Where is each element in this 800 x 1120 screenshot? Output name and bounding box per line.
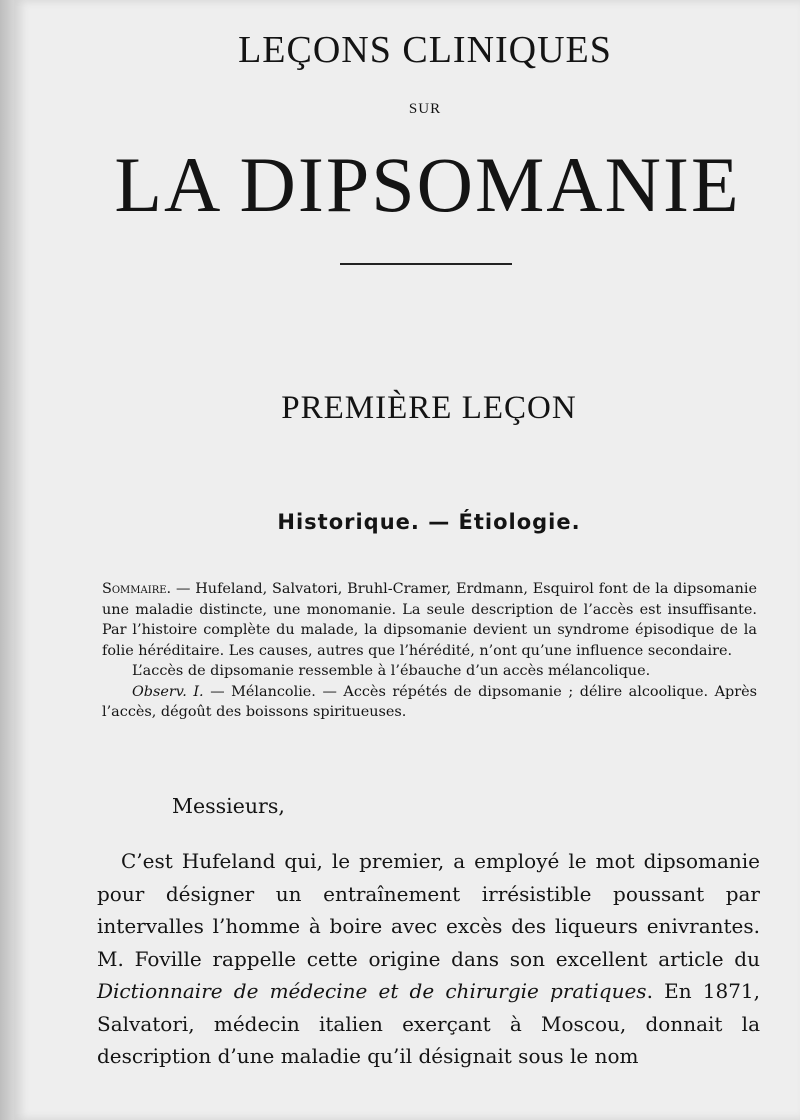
summary-text-3: — Mélancolie. — Accès répétés de dipsomanie ; délire alcoolique. Après l’accès, dégoût des boissons spiritueuses. [102,683,757,720]
book-title-main: LA DIPSOMANIE [114,141,741,228]
body-text-end: . En 1871, Salvatori, médecin italien exerçant à Moscou, donnait la description d’une maladie qu’il désignait sous le nom [97,979,761,1068]
body-italic-reference: Dictionnaire de médecine et de chirurgie pratiques [97,979,647,1003]
observation-label: Observ. I. [132,683,204,700]
summary-label: Sommaire. [102,581,172,597]
book-title-line-1: LEÇONS CLINIQUES [238,29,612,71]
summary-text-1: — Hufeland, Salvatori, Bruhl-Cramer, Erdmann, Esquirol font de la dipsomanie une maladie distincte, une monomanie. La seule description de l’accès est insuffisante. Par l’histoire complète du malade, la dipsomanie devient un syndrome épisodique de la folie héréditaire. Les causes, autres que l’hérédité, n’ont qu’une influence secondaire. [102,581,757,659]
summary-paragraph-2: L’accès de dipsomanie ressemble à l’ébauche d’un accès mélancolique. [132,663,651,679]
salutation: Messieurs, [172,794,285,818]
body-text [97,845,760,1073]
summary-block [102,579,757,723]
lecon-heading: PREMIÈRE LEÇON [281,390,577,426]
book-title-line-2: SUR [408,101,442,117]
body-paragraph [97,845,760,1073]
summary-paragraph-1 [102,579,757,661]
lecon-subtitle: Historique. — Étiologie. [277,510,581,534]
title-divider [340,263,512,265]
summary-paragraph-3 [102,682,757,723]
body-text-start: C’est Hufeland qui, le premier, a employé le mot dipsomanie pour désigner un entraînement irrésistible poussant par intervalles l’homme à boire avec excès des liqueurs enivrantes. M. Foville rappelle cette origine dans son excellent article du [97,849,760,971]
